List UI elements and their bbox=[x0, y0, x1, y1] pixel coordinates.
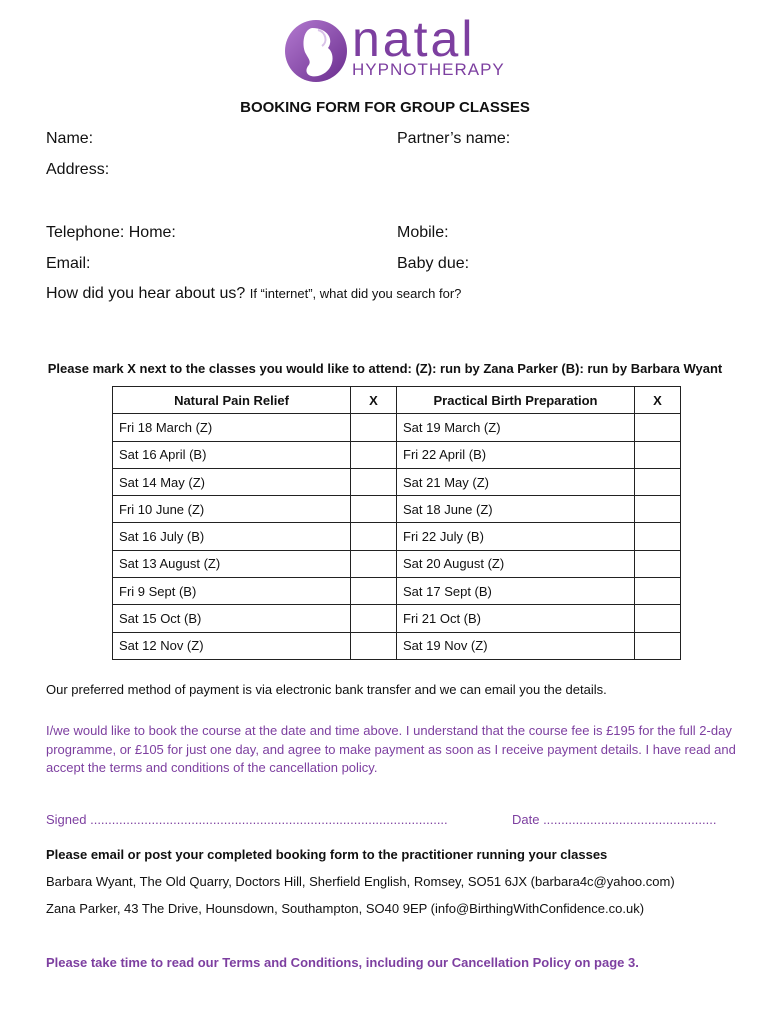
table-row bbox=[113, 605, 681, 632]
logo-word: natal bbox=[352, 11, 476, 67]
table-row bbox=[113, 550, 681, 577]
address-label: Address: bbox=[46, 161, 110, 178]
baby-due-label: Baby due: bbox=[397, 255, 470, 272]
partner-name-label: Partner’s name: bbox=[397, 130, 511, 147]
npr-date: Sat 16 April (B) bbox=[113, 441, 351, 468]
npr-mark-cell[interactable] bbox=[351, 632, 397, 659]
npr-date: Fri 18 March (Z) bbox=[113, 414, 351, 441]
npr-mark-cell[interactable] bbox=[351, 496, 397, 523]
pbp-date: Fri 22 April (B) bbox=[397, 441, 635, 468]
pbp-mark-cell[interactable] bbox=[635, 523, 681, 550]
table-header-row bbox=[113, 387, 681, 414]
address-zana: Zana Parker, 43 The Drive, Hounsdown, Southampton, SO40 9EP (info@BirthingWithConfidence.co.uk) bbox=[46, 901, 645, 916]
npr-mark-cell[interactable] bbox=[351, 523, 397, 550]
npr-date: Sat 12 Nov (Z) bbox=[113, 632, 351, 659]
class-instruction: Please mark X next to the classes you would like to attend: (Z): run by Zana Parker (B): run by Barbara Wyant bbox=[47, 361, 723, 376]
pbp-mark-cell[interactable] bbox=[635, 550, 681, 577]
pregnant-silhouette-icon bbox=[282, 18, 350, 84]
table-row bbox=[113, 632, 681, 659]
header-x-1: X bbox=[351, 387, 397, 414]
pbp-date: Sat 19 March (Z) bbox=[397, 414, 635, 441]
pbp-date: Fri 22 July (B) bbox=[397, 523, 635, 550]
pbp-mark-cell[interactable] bbox=[635, 496, 681, 523]
pbp-date: Sat 17 Sept (B) bbox=[397, 578, 635, 605]
date-line[interactable]: Date ................................................ bbox=[512, 812, 717, 827]
npr-mark-cell[interactable] bbox=[351, 414, 397, 441]
signed-line[interactable]: Signed ................................................................................................... bbox=[46, 812, 448, 827]
hear-about-note: If “internet”, what did you search for? bbox=[249, 286, 462, 301]
pbp-date: Sat 18 June (Z) bbox=[397, 496, 635, 523]
npr-date: Sat 16 July (B) bbox=[113, 523, 351, 550]
footer-terms-note: Please take time to read our Terms and Conditions, including our Cancellation Policy on page 3. bbox=[46, 955, 639, 970]
pbp-date: Sat 21 May (Z) bbox=[397, 468, 635, 495]
pbp-date: Sat 19 Nov (Z) bbox=[397, 632, 635, 659]
pbp-mark-cell[interactable] bbox=[635, 441, 681, 468]
pbp-date: Sat 20 August (Z) bbox=[397, 550, 635, 577]
natal-hypnotherapy-logo bbox=[282, 11, 505, 84]
pbp-date: Fri 21 Oct (B) bbox=[397, 605, 635, 632]
telephone-home-label: Telephone: Home: bbox=[46, 224, 176, 241]
table-row bbox=[113, 468, 681, 495]
table-row bbox=[113, 496, 681, 523]
npr-date: Fri 9 Sept (B) bbox=[113, 578, 351, 605]
pbp-mark-cell[interactable] bbox=[635, 414, 681, 441]
npr-date: Sat 13 August (Z) bbox=[113, 550, 351, 577]
npr-mark-cell[interactable] bbox=[351, 605, 397, 632]
hear-about-label: How did you hear about us? bbox=[46, 285, 246, 302]
header-x-2: X bbox=[635, 387, 681, 414]
payment-note: Our preferred method of payment is via electronic bank transfer and we can email you the details. bbox=[46, 682, 607, 697]
send-heading: Please email or post your completed booking form to the practitioner running your classes bbox=[46, 847, 608, 862]
npr-mark-cell[interactable] bbox=[351, 578, 397, 605]
npr-mark-cell[interactable] bbox=[351, 468, 397, 495]
pbp-mark-cell[interactable] bbox=[635, 605, 681, 632]
pbp-mark-cell[interactable] bbox=[635, 578, 681, 605]
logo-subtitle: HYPNOTHERAPY bbox=[352, 60, 505, 79]
table-row bbox=[113, 523, 681, 550]
email-label: Email: bbox=[46, 255, 91, 272]
agreement-text: I/we would like to book the course at the date and time above. I understand that the course fee is £195 for the full 2-day programme, or £105 for just one day, and agree to make payment as soon as I receive payment details. I have read and accept the terms and conditions of the cancellation policy. bbox=[46, 723, 736, 775]
pbp-mark-cell[interactable] bbox=[635, 468, 681, 495]
npr-mark-cell[interactable] bbox=[351, 441, 397, 468]
name-label: Name: bbox=[46, 130, 94, 147]
npr-mark-cell[interactable] bbox=[351, 550, 397, 577]
npr-date: Sat 14 May (Z) bbox=[113, 468, 351, 495]
npr-date: Sat 15 Oct (B) bbox=[113, 605, 351, 632]
hear-about-question bbox=[46, 285, 461, 303]
header-practical-birth-preparation: Practical Birth Preparation bbox=[397, 387, 635, 414]
header-natural-pain-relief: Natural Pain Relief bbox=[113, 387, 351, 414]
pbp-mark-cell[interactable] bbox=[635, 632, 681, 659]
table-row bbox=[113, 414, 681, 441]
table-row bbox=[113, 578, 681, 605]
npr-date: Fri 10 June (Z) bbox=[113, 496, 351, 523]
table-row bbox=[113, 441, 681, 468]
address-barbara: Barbara Wyant, The Old Quarry, Doctors Hill, Sherfield English, Romsey, SO51 6JX (barbara4c@yahoo.com) bbox=[46, 874, 675, 889]
classes-table bbox=[112, 386, 681, 660]
mobile-label: Mobile: bbox=[397, 224, 449, 241]
form-title: BOOKING FORM FOR GROUP CLASSES bbox=[240, 99, 530, 116]
